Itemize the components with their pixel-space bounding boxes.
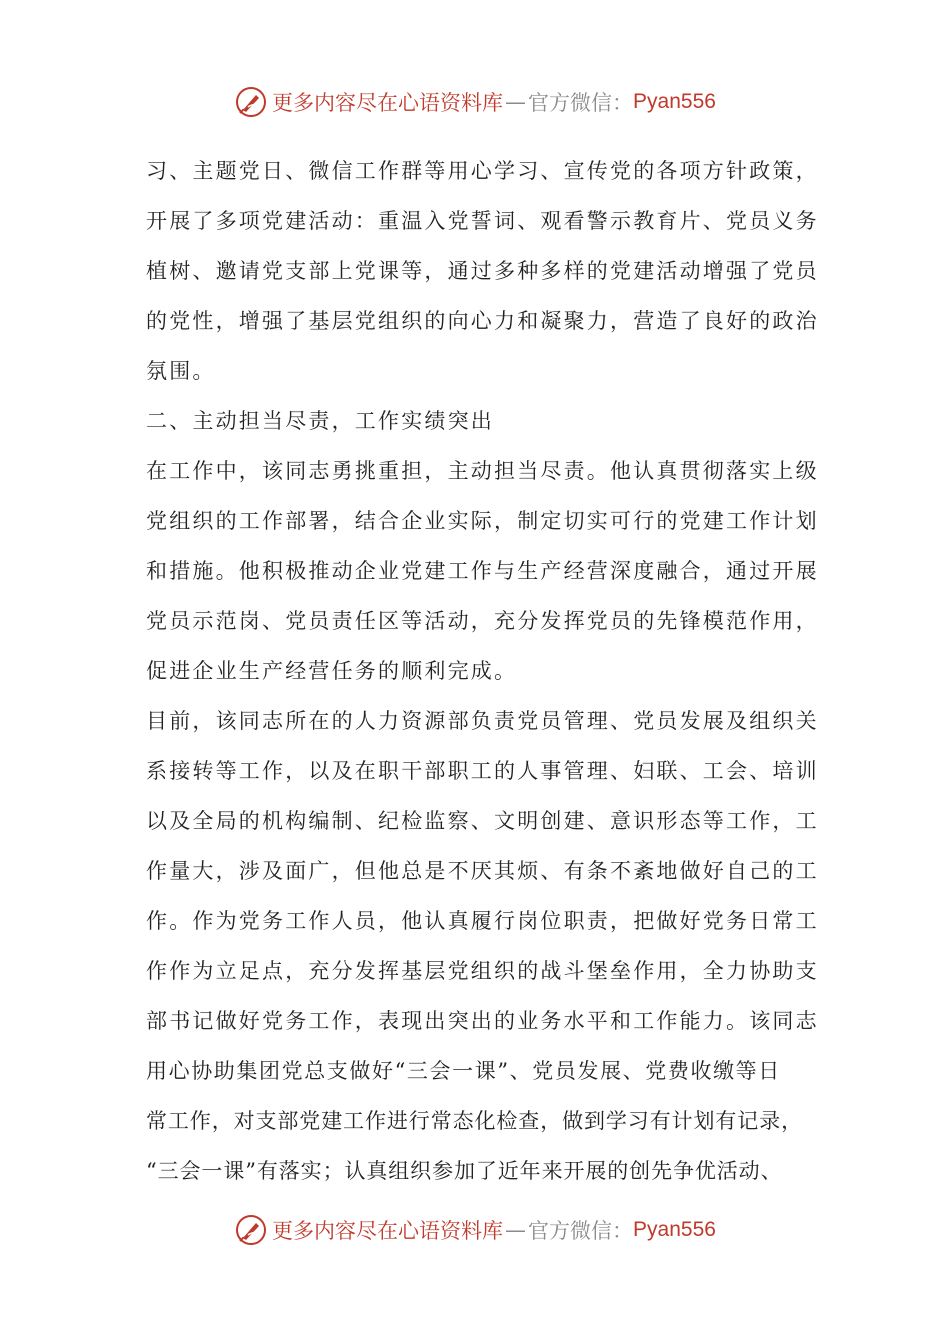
body-line: 目前，该同志所在的人力资源部负责党员管理、党员发展及组织关 <box>146 709 819 733</box>
body-line: “三会一课”有落实；认真组织参加了近年来开展的创先争优活动、 <box>146 1159 783 1183</box>
pen-logo-icon <box>234 85 268 119</box>
watermark-dash: — <box>505 1218 527 1242</box>
section-heading: 二、主动担当尽责，工作实绩突出 <box>146 409 494 433</box>
body-line: 氛围。 <box>146 359 216 383</box>
body-line: 植树、邀请党支部上党课等，通过多种多样的党建活动增强了党员 <box>146 259 819 283</box>
body-line: 系接转等工作，以及在职干部职工的人事管理、妇联、工会、培训 <box>146 759 819 783</box>
watermark-label: 官方微信： <box>528 91 634 115</box>
body-line: 用心协助集团党总支做好“三会一课”、党员发展、党费收缴等日 <box>146 1059 781 1083</box>
watermark-id: Pyan556 <box>633 1218 716 1241</box>
footer-watermark <box>0 1210 950 1250</box>
body-line: 促进企业生产经营任务的顺利完成。 <box>146 659 518 683</box>
body-line: 作量大，涉及面广，但他总是不厌其烦、有条不紊地做好自己的工 <box>146 859 819 883</box>
watermark-prefix: 更多内容尽在心语资料库 <box>272 91 504 115</box>
body-line: 习、主题党日、微信工作群等用心学习、宣传党的各项方针政策， <box>146 159 819 183</box>
body-line: 和措施。他积极推动企业党建工作与生产经营深度融合，通过开展 <box>146 559 819 583</box>
body-line: 部书记做好党务工作，表现出突出的业务水平和工作能力。该同志 <box>146 1009 819 1033</box>
watermark-label: 官方微信： <box>528 1219 634 1243</box>
body-line: 作。作为党务工作人员，他认真履行岗位职责，把做好党务日常工 <box>146 909 819 933</box>
body-line: 的党性，增强了基层党组织的向心力和凝聚力，营造了良好的政治 <box>146 309 819 333</box>
body-line: 开展了多项党建活动：重温入党誓词、观看警示教育片、党员义务 <box>146 209 819 233</box>
watermark-prefix: 更多内容尽在心语资料库 <box>272 1219 504 1243</box>
body-line: 以及全局的机构编制、纪检监察、文明创建、意识形态等工作，工 <box>146 809 819 833</box>
body-line: 常工作，对支部党建工作进行常态化检查，做到学习有计划有记录， <box>146 1109 803 1133</box>
body-line: 作作为立足点，充分发挥基层党组织的战斗堡垒作用，全力协助支 <box>146 959 819 983</box>
document-body <box>146 146 819 1196</box>
header-watermark <box>0 82 950 122</box>
pen-logo-icon <box>234 1213 268 1247</box>
body-line: 党组织的工作部署，结合企业实际，制定切实可行的党建工作计划 <box>146 509 819 533</box>
watermark-id: Pyan556 <box>633 90 716 113</box>
body-line: 在工作中，该同志勇挑重担，主动担当尽责。他认真贯彻落实上级 <box>146 459 819 483</box>
body-line: 党员示范岗、党员责任区等活动，充分发挥党员的先锋模范作用， <box>146 609 819 633</box>
watermark-dash: — <box>505 90 527 114</box>
